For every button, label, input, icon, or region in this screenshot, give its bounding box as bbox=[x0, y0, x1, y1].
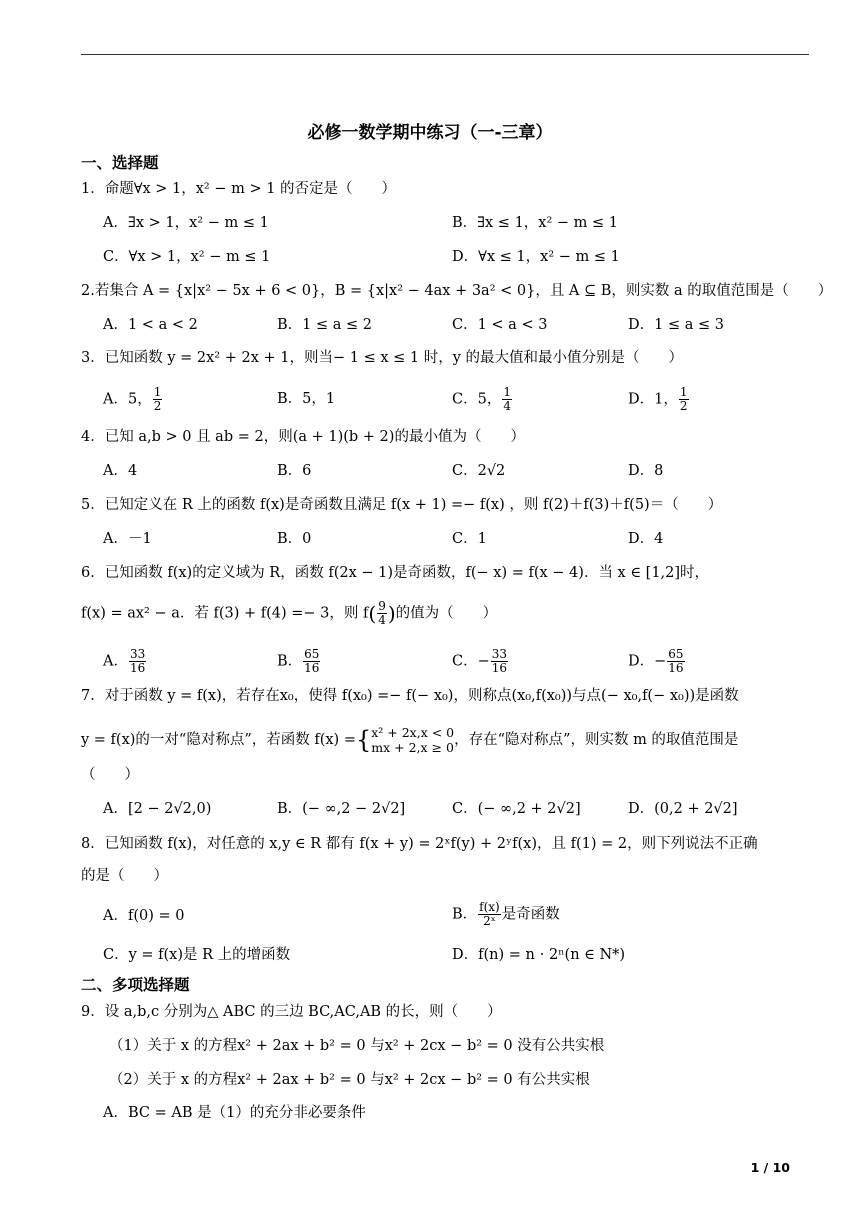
question-4-option-d: D．8 bbox=[628, 463, 664, 479]
question-1-stem: 1．命题∀x > 1，x² − m > 1 的否定是（ ） bbox=[81, 181, 397, 197]
fraction bbox=[667, 648, 684, 675]
text: y = f(x)的一对“隐对称点”，若函数 f(x) = bbox=[81, 732, 356, 748]
fraction bbox=[303, 648, 320, 675]
question-1-option-d: D．∀x ≤ 1，x² − m ≤ 1 bbox=[452, 249, 620, 265]
question-5-option-d: D．4 bbox=[628, 531, 664, 547]
option-prefix: B． bbox=[452, 906, 478, 923]
question-7-line-3: （ ） bbox=[81, 767, 139, 783]
question-6-option-c bbox=[452, 648, 509, 675]
piecewise-cases bbox=[371, 725, 454, 755]
question-6-option-d bbox=[628, 648, 686, 675]
text: 的值为（ ） bbox=[395, 605, 498, 622]
paren-close: ) bbox=[387, 601, 396, 626]
question-1-option-c: C．∀x > 1，x² − m ≤ 1 bbox=[103, 249, 271, 265]
question-6-line-2 bbox=[81, 600, 497, 627]
question-4-stem: 4．已知 a,b > 0 且 ab = 2，则(a + 1)(b + 2)的最小值为（ ） bbox=[81, 429, 525, 445]
denominator: 2 bbox=[679, 399, 688, 413]
numerator: 1 bbox=[503, 385, 511, 399]
question-7-line-1: 7．对于函数 y = f(x)，若存在x₀，使得 f(x₀) =− f(− x₀)，则称点(x₀,f(x₀))与点(− x₀,f(− x₀))是函数 bbox=[81, 688, 739, 704]
question-3-stem: 3．已知函数 y = 2x² + 2x + 1，则当− 1 ≤ x ≤ 1 时，y 的最大值和最小值分别是（ ） bbox=[81, 350, 684, 366]
question-2-stem: 2.若集合 A = {x|x² − 5x + 6 < 0}，B = {x|x² − 4ax + 3a² < 0}，且 A ⊆ B，则实数 a 的取值范围是（ ） bbox=[81, 283, 833, 299]
question-3-option-a bbox=[103, 386, 163, 413]
question-4-option-c: C．2√2 bbox=[452, 463, 506, 479]
text: f(x) = ax² − a．若 f(3) + f(4) =− 3，则 f bbox=[81, 605, 369, 622]
page-title: 必修一数学期中练习（一-三章） bbox=[307, 123, 553, 143]
question-6-option-b bbox=[277, 648, 321, 675]
question-1-option-a: A．∃x > 1，x² − m ≤ 1 bbox=[103, 215, 269, 231]
numerator: 33 bbox=[491, 647, 508, 661]
section-heading-multi-choice: 二、多项选择题 bbox=[81, 976, 190, 994]
question-3-option-d bbox=[628, 386, 690, 413]
question-7-option-d: D．(0,2 + 2√2] bbox=[628, 801, 738, 817]
fraction bbox=[679, 386, 689, 413]
question-8-line-1: 8．已知函数 f(x)，对任意的 x,y ∈ R 都有 f(x + y) = 2ˣf(y) + 2ʸf(x)，且 f(1) = 2，则下列说法不正确 bbox=[81, 836, 758, 852]
fraction bbox=[502, 386, 512, 413]
denominator: 16 bbox=[491, 661, 508, 675]
question-4-option-b: B．6 bbox=[277, 463, 312, 479]
paren-open: ( bbox=[368, 601, 377, 626]
option-prefix: B． bbox=[277, 653, 303, 670]
option-prefix: C．− bbox=[452, 653, 490, 670]
question-5-option-a: A．－1 bbox=[103, 531, 152, 547]
question-2-option-b: B．1 ≤ a ≤ 2 bbox=[277, 317, 372, 333]
question-5-option-b: B．0 bbox=[277, 531, 312, 547]
denominator: 2ˣ bbox=[483, 914, 496, 928]
question-8-option-b bbox=[452, 901, 560, 928]
fraction bbox=[491, 648, 508, 675]
option-prefix: D．1， bbox=[628, 391, 678, 408]
question-6-line-1: 6．已知函数 f(x)的定义域为 R，函数 f(2x − 1)是奇函数，f(− x) = f(x − 4)．当 x ∈ [1,2]时， bbox=[81, 565, 710, 581]
question-4-option-a: A．4 bbox=[103, 463, 138, 479]
brace: { bbox=[355, 726, 372, 754]
question-7-option-c: C．(− ∞,2 + 2√2] bbox=[452, 801, 581, 817]
question-9-sub-1: （1）关于 x 的方程x² + 2ax + b² = 0 与x² + 2cx − b² = 0 没有公共实根 bbox=[109, 1038, 605, 1054]
question-2-option-c: C．1 < a < 3 bbox=[452, 317, 548, 333]
case-2: mx + 2,x ≥ 0 bbox=[371, 740, 454, 755]
numerator: 65 bbox=[304, 647, 320, 661]
fraction bbox=[478, 901, 501, 928]
numerator: 65 bbox=[668, 647, 684, 661]
question-1-option-b: B．∃x ≤ 1，x² − m ≤ 1 bbox=[452, 215, 618, 231]
option-prefix: D．− bbox=[628, 653, 667, 670]
denominator: 4 bbox=[503, 399, 511, 413]
numerator: 33 bbox=[129, 647, 146, 661]
numerator: 9 bbox=[378, 599, 386, 613]
question-3-option-c bbox=[452, 386, 513, 413]
numerator: f(x) bbox=[479, 900, 500, 914]
denominator: 4 bbox=[378, 613, 386, 627]
case-1: x² + 2x,x < 0 bbox=[371, 725, 455, 740]
question-8-line-2: 的是（ ） bbox=[81, 868, 168, 884]
question-2-option-d: D．1 ≤ a ≤ 3 bbox=[628, 317, 724, 333]
question-3-option-b: B．5，1 bbox=[277, 391, 336, 407]
numerator: 1 bbox=[153, 385, 162, 399]
question-8-option-d: D．f(n) = n ⋅ 2ⁿ(n ∈ N*) bbox=[452, 947, 626, 963]
numerator: 1 bbox=[679, 385, 688, 399]
option-prefix: A．5， bbox=[103, 391, 152, 408]
question-2-option-a: A．1 < a < 2 bbox=[103, 317, 198, 333]
option-prefix: C．5， bbox=[452, 391, 502, 408]
question-6-option-a bbox=[103, 648, 147, 675]
question-5-option-c: C．1 bbox=[452, 531, 487, 547]
fraction bbox=[377, 600, 387, 627]
denominator: 16 bbox=[304, 661, 320, 675]
text: ，存在“隐对称点”，则实数 m 的取值范围是 bbox=[454, 732, 739, 748]
page-number: 1 / 10 bbox=[750, 1160, 790, 1175]
question-7-option-a: A．[2 − 2√2,0) bbox=[103, 801, 212, 817]
question-8-option-a: A．f(0) = 0 bbox=[103, 908, 185, 924]
question-5-stem: 5．已知定义在 R 上的函数 f(x)是奇函数且满足 f(x + 1) =− f(x) ，则 f(2)＋f(3)＋f(5)＝（ ） bbox=[81, 497, 723, 513]
text: 是奇函数 bbox=[501, 906, 560, 923]
question-9-sub-2: （2）关于 x 的方程x² + 2ax + b² = 0 与x² + 2cx − b² = 0 有公共实根 bbox=[109, 1072, 590, 1088]
denominator: 2 bbox=[153, 399, 162, 413]
question-8-option-c: C．y = f(x)是 R 上的增函数 bbox=[103, 947, 291, 963]
question-9-stem: 9．设 a,b,c 分别为△ ABC 的三边 BC,AC,AB 的长，则（ ） bbox=[81, 1004, 502, 1020]
fraction bbox=[153, 386, 163, 413]
question-7-line-2 bbox=[81, 725, 738, 755]
fraction bbox=[129, 648, 146, 675]
option-prefix: A． bbox=[103, 653, 128, 670]
denominator: 16 bbox=[668, 661, 684, 675]
question-9-option-a: A．BC = AB 是（1）的充分非必要条件 bbox=[103, 1105, 366, 1121]
denominator: 16 bbox=[129, 661, 146, 675]
question-7-option-b: B．(− ∞,2 − 2√2] bbox=[277, 801, 406, 817]
header-rule bbox=[81, 54, 809, 55]
section-heading-choice: 一、选择题 bbox=[81, 154, 159, 172]
